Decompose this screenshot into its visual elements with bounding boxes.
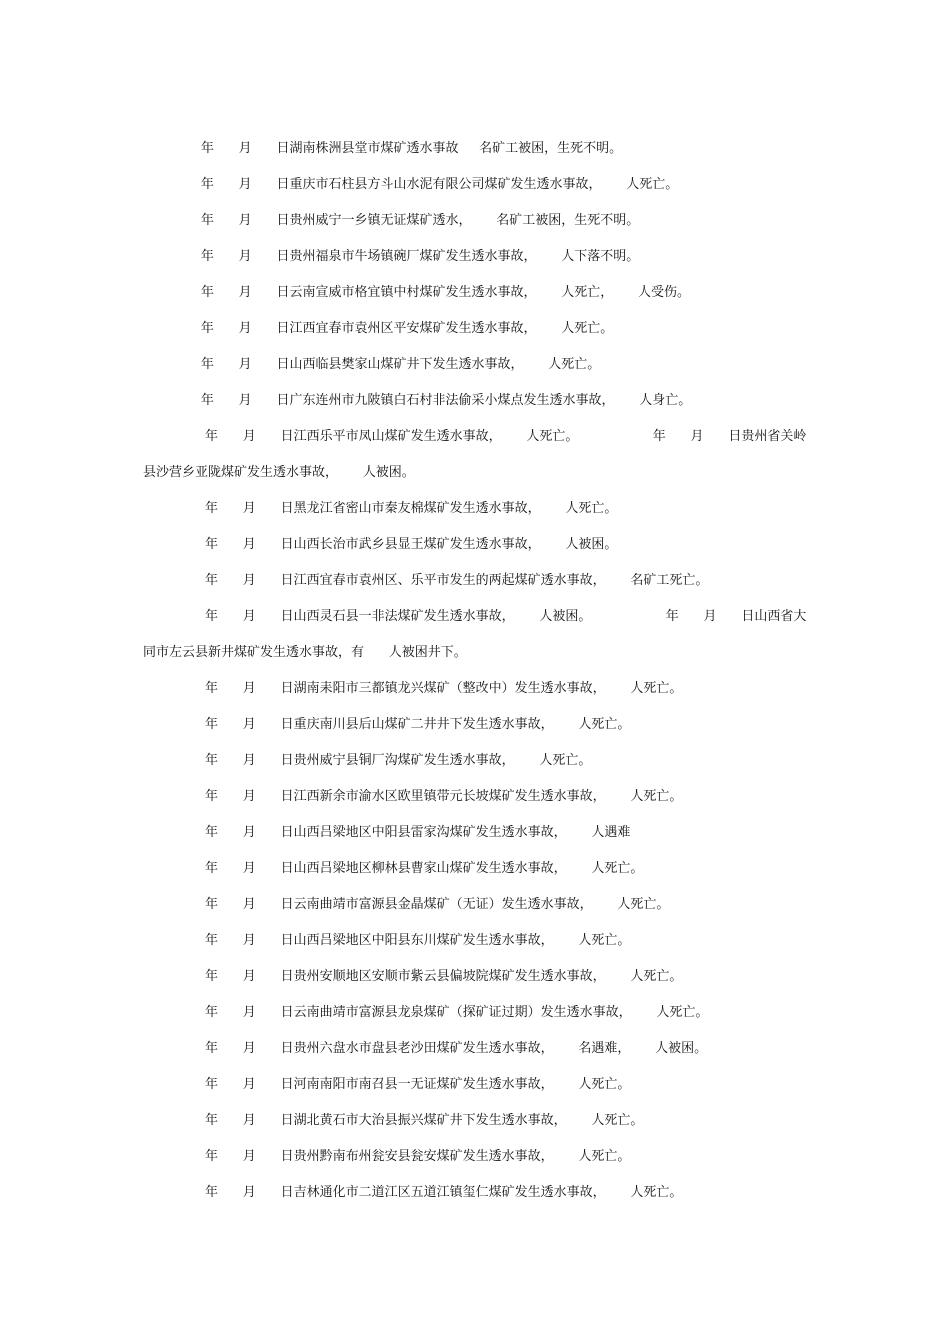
text-line: 年 月 日山西吕梁地区中阳县雷家沟煤矿发生透水事故， 人遇难 [143,825,631,840]
text-line: 年 月 日云南曲靖市富源县金晶煤矿（无证）发生透水事故， 人死亡。 [143,897,670,912]
text-line: 年 月 日重庆南川县后山煤矿二井井下发生透水事故， 人死亡。 [143,717,631,732]
text-line: 年 月 日江西宜春市袁州区、乐平市发生的两起煤矿透水事故， 名矿工死亡。 [143,573,709,588]
text-line: 同市左云县新井煤矿发生透水事故，有 人被困井下。 [143,645,467,660]
text-line: 年 月 日山西吕梁地区中阳县东川煤矿发生透水事故， 人死亡。 [143,933,631,948]
text-line: 年 月 日贵州六盘水市盘县老沙田煤矿发生透水事故， 名遇难， 人被困。 [143,1041,708,1056]
text-line: 年 月 日贵州安顺地区安顺市紫云县偏坡院煤矿发生透水事故， 人死亡。 [143,969,683,984]
text-line: 年 月 日山西长治市武乡县显王煤矿发生透水事故， 人被困。 [143,537,618,552]
text-line: 年 月 日湖南耒阳市三都镇龙兴煤矿（整改中）发生透水事故， 人死亡。 [143,681,683,696]
text-line: 年 月 日云南宣威市格宜镇中村煤矿发生透水事故， 人死亡， 人受伤。 [143,285,691,300]
text-line: 年 月 日湖北黄石市大治县振兴煤矿井下发生透水事故， 人死亡。 [143,1113,644,1128]
text-line: 年 月 日山西吕梁地区柳林县曹家山煤矿发生透水事故， 人死亡。 [143,861,644,876]
text-line: 年 月 日广东连州市九陂镇白石村非法偷采小煤点发生透水事故， 人身亡。 [143,393,692,408]
text-line: 年 月 日贵州威宁县铜厂沟煤矿发生透水事故， 人死亡。 [143,753,592,768]
text-line: 年 月 日吉林通化市二道江区五道江镇玺仁煤矿发生透水事故， 人死亡。 [143,1185,683,1200]
text-line: 年 月 日山西临县樊家山煤矿井下发生透水事故， 人死亡。 [143,357,601,372]
text-line: 年 月 日江西宜春市袁州区平安煤矿发生透水事故， 人死亡。 [143,321,614,336]
text-line: 年 月 日贵州福泉市牛场镇碗厂煤矿发生透水事故， 人下落不明。 [143,249,640,264]
text-line: 年 月 日江西新余市渝水区欧里镇带元长坡煤矿发生透水事故， 人死亡。 [143,789,683,804]
text-line: 年 月 日云南曲靖市富源县龙泉煤矿（探矿证过期）发生透水事故， 人死亡。 [143,1005,709,1020]
text-line: 年 月 日河南南阳市南召县一无证煤矿发生透水事故， 人死亡。 [143,1077,631,1092]
text-line: 年 月 日贵州黔南布州瓮安县瓮安煤矿发生透水事故， 人死亡。 [143,1149,631,1164]
text-line: 年 月 日湖南株洲县堂市煤矿透水事故 名矿工被困，生死不明。 [143,141,623,156]
text-line: 年 月 日江西乐平市凤山煤矿发生透水事故， 人死亡。 年 月 日贵州省关岭 [143,429,807,444]
text-line: 年 月 日贵州威宁一乡镇无证煤矿透水， 名矿工被困，生死不明。 [143,213,640,228]
text-line: 年 月 日重庆市石柱县方斗山水泥有限公司煤矿发生透水事故， 人死亡。 [143,177,679,192]
text-line: 县沙营乡亚陇煤矿发生透水事故， 人被困。 [143,465,415,480]
text-line: 年 月 日黑龙江省密山市秦友棉煤矿发生透水事故， 人死亡。 [143,501,618,516]
text-line: 年 月 日山西灵石县一非法煤矿发生透水事故， 人被困。 年 月 日山西省大 [143,609,807,624]
